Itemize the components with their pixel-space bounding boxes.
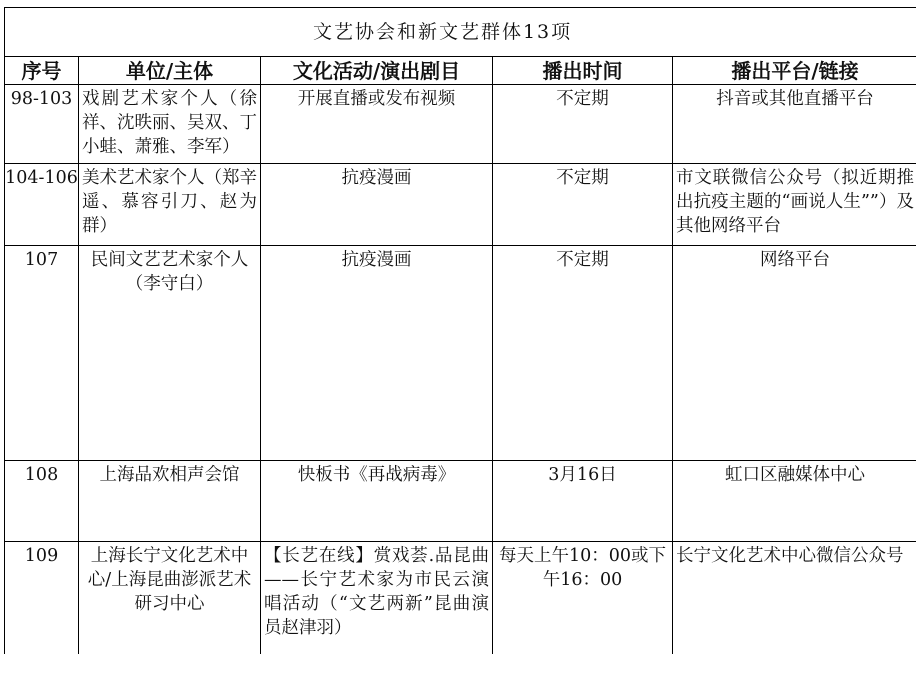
cell-unit: 美术艺术家个人（郑辛遥、慕容引刀、赵为群） [79,164,261,246]
header-time: 播出时间 [493,57,673,85]
table-header-row [5,57,916,85]
header-activity: 文化活动/演出剧目 [261,57,493,85]
cell-unit: 上海品欢相声会馆 [79,461,261,542]
table-title: 文艺协会和新文艺群体13项 [5,8,916,57]
cell-unit: 上海长宁文化艺术中心/上海昆曲澎派艺术研习中心 [79,542,261,655]
cell-activity: 快板书《再战病毒》 [261,461,493,542]
cell-unit: 民间文艺艺术家个人（李守白） [79,246,261,461]
cell-time: 每天上午10：00或下午16：00 [493,542,673,655]
table-row [5,164,916,246]
cell-platform: 抖音或其他直播平台 [673,85,916,164]
cell-activity: 【长艺在线】赏戏荟.品昆曲——长宁艺术家为市民云演唱活动（“文艺两新”昆曲演员赵津羽） [261,542,493,655]
cell-activity: 开展直播或发布视频 [261,85,493,164]
header-platform: 播出平台/链接 [673,57,916,85]
table-row [5,246,916,461]
cell-platform: 市文联微信公众号（拟近期推出抗疫主题的“画说人生””）及其他网络平台 [673,164,916,246]
cell-no: 108 [5,461,79,542]
cell-time: 不定期 [493,85,673,164]
cell-no: 98-103 [5,85,79,164]
program-table [4,7,916,654]
cell-time: 不定期 [493,246,673,461]
cell-activity: 抗疫漫画 [261,246,493,461]
table-row [5,461,916,542]
cell-no: 109 [5,542,79,655]
cell-unit: 戏剧艺术家个人（徐祥、沈昳丽、吴双、丁小蛙、萧雅、李军） [79,85,261,164]
cell-no: 104-106 [5,164,79,246]
table-row [5,85,916,164]
table-row [5,542,916,655]
cell-platform: 长宁文化艺术中心微信公众号 [673,542,916,655]
header-unit: 单位/主体 [79,57,261,85]
document-sheet [4,7,916,654]
header-no: 序号 [5,57,79,85]
cell-platform: 虹口区融媒体中心 [673,461,916,542]
cell-time: 不定期 [493,164,673,246]
table-title-row [5,8,916,57]
cell-activity: 抗疫漫画 [261,164,493,246]
cell-time: 3月16日 [493,461,673,542]
cell-platform: 网络平台 [673,246,916,461]
cell-no: 107 [5,246,79,461]
